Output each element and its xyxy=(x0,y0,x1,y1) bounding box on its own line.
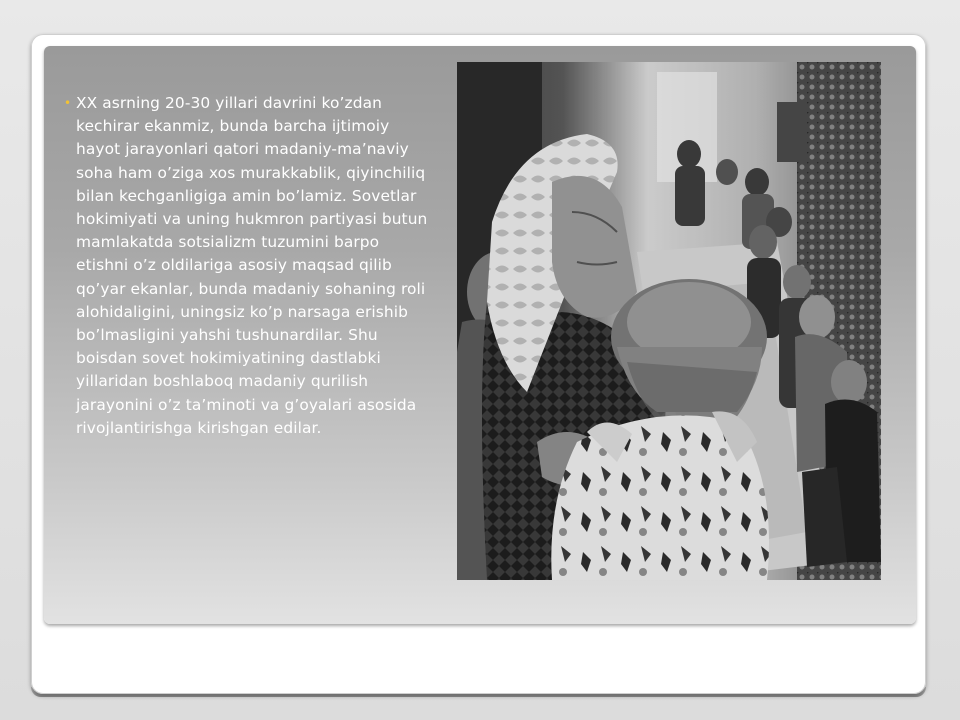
text-block xyxy=(66,92,436,440)
body-paragraph: XX asrning 20-30 yillari davrini ko’zdan kechirar ekanmiz, bunda barcha ijtimoiy hayot jarayonlari qatori madaniy-ma’naviy soha ham o’ziga xos murakkablik, qiyinchiliq bilan kechganligiga amin bo’lamiz. Sovetlar hokimiyati va uning hukmron partiyasi butun mamlakatda sotsializm tuzumini barpo etishni o’z oldilariga asosiy maqsad qilib qo’yar ekanlar, bunda madaniy sohaning roli alohidaligini, uningsiz ko’p narsaga erishib bo’lmasligini yahshi tushunardilar. Shu boisdan sovet hokimiyatining dastlabki yillaridan boshlaboq madaniy qurilish jarayonini o’z ta’minoti va g’oyalari asosida rivojlantirishga kirishgan edilar. xyxy=(76,94,428,437)
historical-photo xyxy=(457,62,881,580)
bullet-icon: • xyxy=(64,96,72,110)
